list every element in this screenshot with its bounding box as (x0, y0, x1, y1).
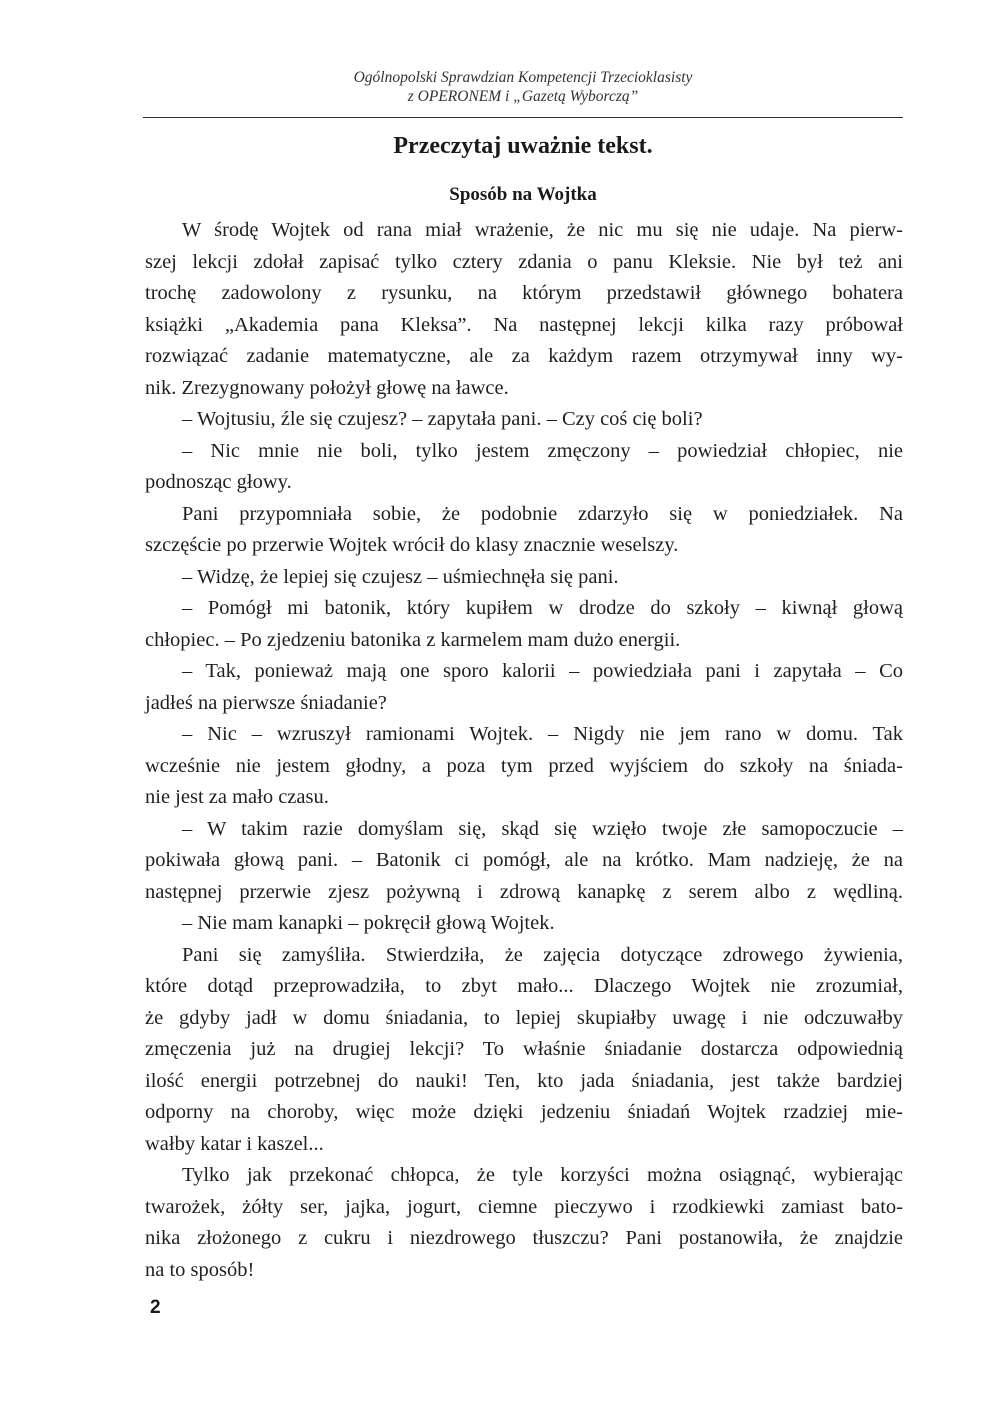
text-line: Pani się zamyśliła. Stwierdziła, że zajęcia dotyczące zdrowego żywienia, (182, 943, 903, 966)
text-line: nika złożonego z cukru i niezdrowego tłuszczu? Pani postanowiła, że znajdzie (145, 1227, 903, 1249)
text-line: chłopiec. – Po zjedzeniu batonika z karmelem mam dużo energii. (145, 628, 681, 651)
running-header (143, 68, 903, 106)
text-line: – Wojtusiu, źle się czujesz? – zapytała pani. – Czy coś cię boli? (182, 408, 703, 430)
text-line: na to sposób! (145, 1258, 255, 1281)
text-line: – Nic mnie nie boli, tylko jestem zmęczony – powiedział chłopiec, nie (182, 439, 903, 462)
text-line: Pani przypomniała sobie, że podobnie zdarzyło się w poniedziałek. Na (182, 502, 903, 525)
text-line: ilość energii potrzebnej do nauki! Ten, kto jada śniadania, jest także bardziej (145, 1069, 903, 1092)
text-line: W środę Wojtek od rana miał wrażenie, że nic mu się nie udaje. Na pierw- (182, 219, 903, 241)
text-line: – Pomógł mi batonik, który kupiłem w drodze do szkoły – kiwnął głową (182, 597, 903, 619)
text-line: nie jest za mało czasu. (145, 786, 329, 808)
text-line: jadłeś na pierwsze śniadanie? (145, 691, 387, 714)
header-divider (143, 117, 903, 118)
header-line-2: z OPERONEM i „Gazetą Wyborczą” (407, 88, 639, 105)
text-line: – Tak, ponieważ mają one sporo kalorii – powiedziała pani i zapytała – Co (182, 660, 903, 682)
instruction-heading: Przeczytaj uważnie tekst. (393, 133, 653, 159)
text-line: szej lekcji zdołał zapisać tylko cztery zdania o panu Kleksie. Nie był też ani (145, 250, 903, 273)
page-number: 2 (150, 1297, 161, 1318)
text-line: twarożek, żółty ser, jajka, jogurt, ciemne pieczywo i rzodkiewki zamiast bato- (145, 1195, 903, 1218)
text-line: – Nie mam kanapki – pokręcił głową Wojtek. (182, 912, 555, 934)
text-line: szczęście po przerwie Wojtek wrócił do klasy znacznie weselszy. (145, 534, 679, 556)
header-line-1: Ogólnopolski Sprawdzian Kompetencji Trzecioklasisty (353, 69, 693, 86)
text-line: wałby katar i kaszel... (145, 1132, 324, 1155)
text-line: nik. Zrezygnowany położył głowę na ławce. (145, 376, 509, 399)
text-line: pokiwała głową pani. – Batonik ci pomógł, ale na krótko. Mam nadzieję, że na (145, 849, 903, 871)
text-line: rozwiązać zadanie matematyczne, ale za każdym razem otrzymywał inny wy- (145, 345, 903, 367)
text-line: trochę zadowolony z rysunku, na którym przedstawił głównego bohatera (145, 282, 903, 304)
text-line: które dotąd przeprowadziła, to zbyt mało... Dlaczego Wojtek nie zrozumiał, (145, 975, 903, 997)
text-line: odporny na choroby, więc może dzięki jedzeniu śniadań Wojtek rzadziej mie- (145, 1101, 903, 1123)
story-text (145, 215, 903, 1286)
story-title: Sposób na Wojtka (449, 184, 597, 205)
text-line: następnej przerwie zjesz pożywną i zdrową kanapkę z serem albo z wędliną. (145, 880, 903, 903)
text-line: podnosząc głowy. (145, 471, 292, 493)
text-line: że gdyby jadł w domu śniadania, to lepiej skupiałby uwagę i nie odczuwałby (145, 1006, 903, 1029)
text-line: wcześnie nie jestem głodny, a poza tym przed wyjściem do szkoły na śniada- (145, 754, 903, 777)
text-line: – W takim razie domyślam się, skąd się wzięło twoje złe samopoczucie – (182, 817, 903, 840)
text-line: książki „Akademia pana Kleksa”. Na następnej lekcji kilka razy próbował (145, 313, 903, 336)
text-line: – Widzę, że lepiej się czujesz – uśmiechnęła się pani. (182, 565, 619, 588)
text-line: – Nic – wzruszył ramionami Wojtek. – Nigdy nie jem rano w domu. Tak (182, 723, 903, 745)
text-line: zmęczenia już na drugiej lekcji? To właśnie śniadanie dostarcza odpowiednią (145, 1038, 903, 1060)
text-line: Tylko jak przekonać chłopca, że tyle korzyści można osiągnąć, wybierając (182, 1164, 903, 1186)
